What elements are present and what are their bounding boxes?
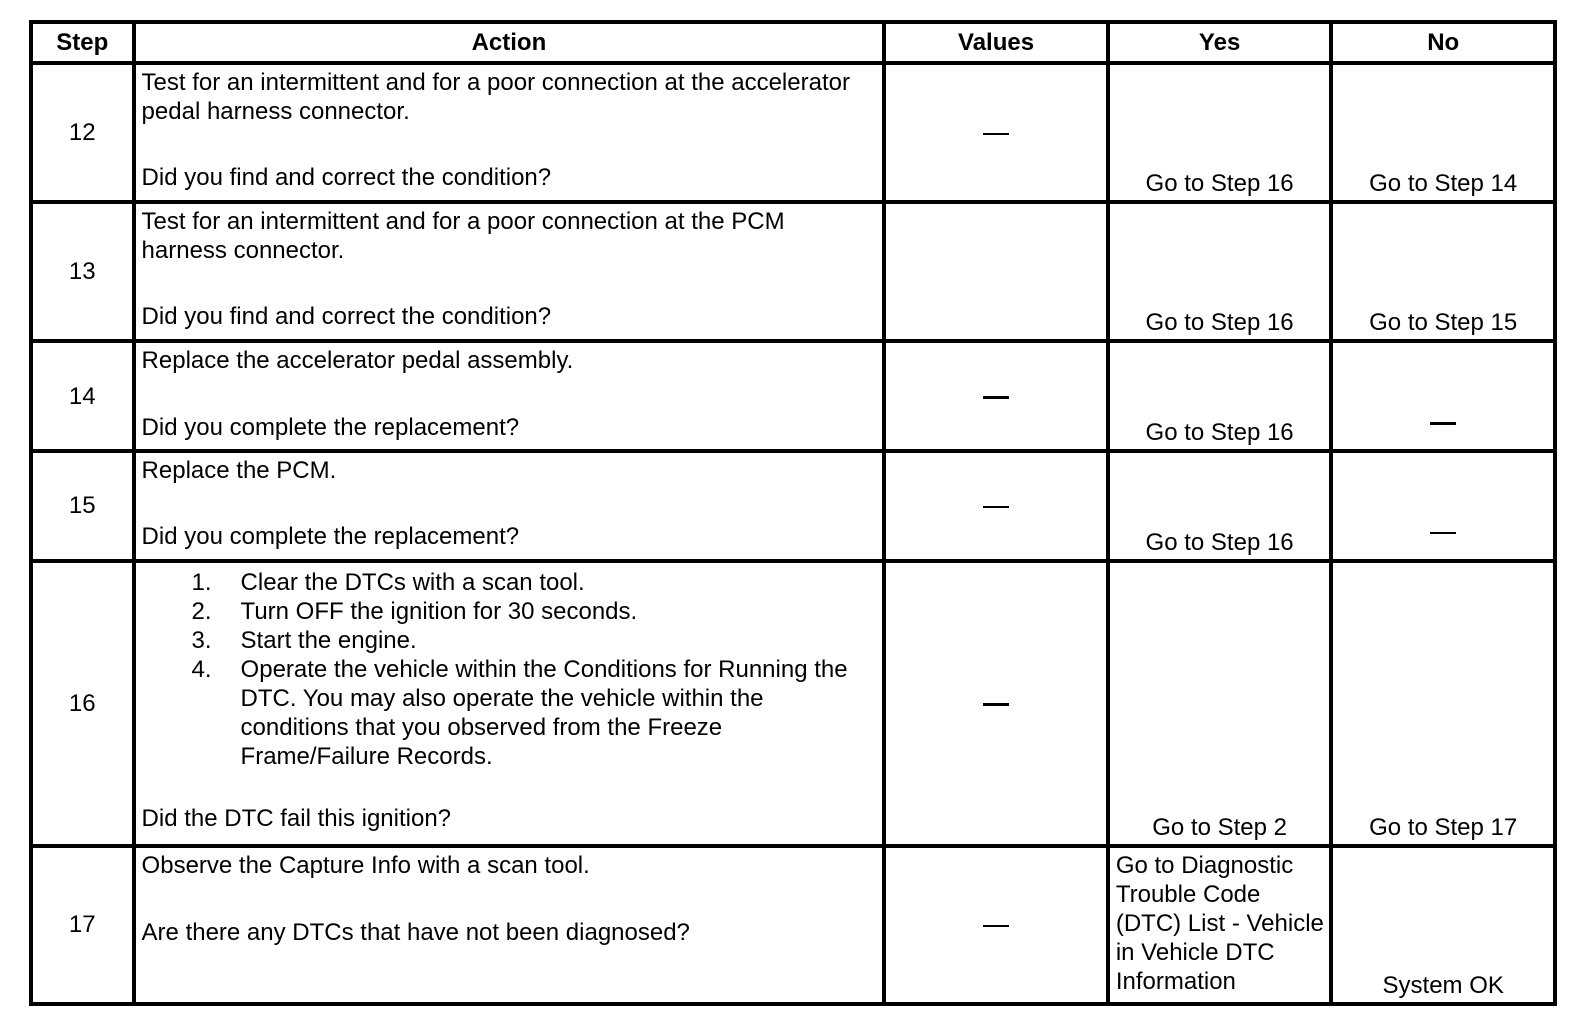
action-text: Replace the PCM. xyxy=(141,457,337,485)
step-number: 15 xyxy=(31,451,134,560)
not-applicable-dash xyxy=(983,925,1009,927)
step-number: 17 xyxy=(31,846,134,1004)
values-cell xyxy=(884,202,1108,341)
no-result-dash xyxy=(1333,408,1553,449)
action-cell xyxy=(134,561,885,846)
yes-cell xyxy=(1108,63,1332,202)
action-question: Did you complete the replacement? xyxy=(141,413,520,441)
header-row xyxy=(31,22,1555,63)
step-number: 16 xyxy=(31,561,134,846)
no-cell xyxy=(1331,63,1555,202)
action-question: Are there any DTCs that have not been diagnosed? xyxy=(141,918,690,946)
action-step-list xyxy=(136,563,883,771)
header-no: No xyxy=(1331,22,1555,63)
list-item: 2. Turn OFF the ignition for 30 seconds. xyxy=(191,597,638,625)
yes-result: Go to Step 16 xyxy=(1145,308,1294,336)
yes-result: Go to Diagnostic Trouble Code (DTC) List - Vehicle in Vehicle DTC Information xyxy=(1115,851,1324,995)
action-text: Observe the Capture Info with a scan tool. xyxy=(141,851,590,879)
step-number: 12 xyxy=(31,63,134,202)
no-result: Go to Step 17 xyxy=(1369,813,1518,841)
action-question: Did the DTC fail this ignition? xyxy=(141,804,452,832)
table-row-step-12 xyxy=(31,63,1555,202)
not-applicable-dash xyxy=(983,133,1009,135)
action-cell xyxy=(134,451,885,560)
action-text: Test for an intermittent and for a poor connection at the PCM harness connector. xyxy=(141,207,785,264)
action-cell xyxy=(134,846,885,1004)
no-cell xyxy=(1331,341,1555,451)
values-cell xyxy=(884,63,1108,202)
action-cell xyxy=(134,63,885,202)
table-row-step-16 xyxy=(31,561,1555,846)
no-result: Go to Step 14 xyxy=(1369,169,1518,197)
yes-cell xyxy=(1108,561,1332,846)
yes-cell xyxy=(1108,846,1332,1004)
table-row-step-13 xyxy=(31,202,1555,341)
action-question: Did you complete the replacement? xyxy=(141,523,520,551)
no-result-dash xyxy=(1333,518,1553,559)
header-yes: Yes xyxy=(1108,22,1332,63)
not-applicable-dash xyxy=(983,396,1009,399)
header-values: Values xyxy=(884,22,1108,63)
action-question: Did you find and correct the condition? xyxy=(141,302,552,330)
action-cell xyxy=(134,202,885,341)
not-applicable-dash xyxy=(983,506,1009,508)
action-text: Replace the accelerator pedal assembly. xyxy=(141,346,574,374)
list-item: 3. Start the engine. xyxy=(191,626,417,654)
yes-cell xyxy=(1108,451,1332,560)
yes-result: Go to Step 16 xyxy=(1145,169,1294,197)
yes-cell xyxy=(1108,341,1332,451)
diagnostic-table xyxy=(29,20,1557,1006)
yes-result: Go to Step 2 xyxy=(1152,813,1287,841)
table-row-step-15 xyxy=(31,451,1555,560)
step-number: 14 xyxy=(31,341,134,451)
list-item: 1. Clear the DTCs with a scan tool. xyxy=(191,568,585,596)
list-item: 4. Operate the vehicle within the Conditions for Running the DTC. You may also operate the vehicle within the conditions that you observed from the Freeze Frame/Failure Records. xyxy=(191,655,848,770)
step-number: 13 xyxy=(31,202,134,341)
header-step: Step xyxy=(31,22,134,63)
yes-result: Go to Step 16 xyxy=(1145,419,1294,447)
no-cell xyxy=(1331,202,1555,341)
no-cell xyxy=(1331,561,1555,846)
no-result: Go to Step 15 xyxy=(1369,308,1518,336)
no-result: System OK xyxy=(1382,972,1504,999)
values-cell xyxy=(884,846,1108,1004)
header-action: Action xyxy=(134,22,885,63)
no-cell xyxy=(1331,846,1555,1004)
values-cell xyxy=(884,341,1108,451)
action-text: Test for an intermittent and for a poor connection at the accelerator pedal harness connector. xyxy=(141,69,850,125)
table-row-step-14 xyxy=(31,341,1555,451)
yes-result: Go to Step 16 xyxy=(1145,528,1294,556)
table-row-step-17 xyxy=(31,846,1555,1004)
action-question: Did you find and correct the condition? xyxy=(141,164,552,191)
not-applicable-dash xyxy=(983,703,1009,706)
values-cell xyxy=(884,451,1108,560)
action-cell xyxy=(134,341,885,451)
no-cell xyxy=(1331,451,1555,560)
yes-cell xyxy=(1108,202,1332,341)
values-cell xyxy=(884,561,1108,846)
